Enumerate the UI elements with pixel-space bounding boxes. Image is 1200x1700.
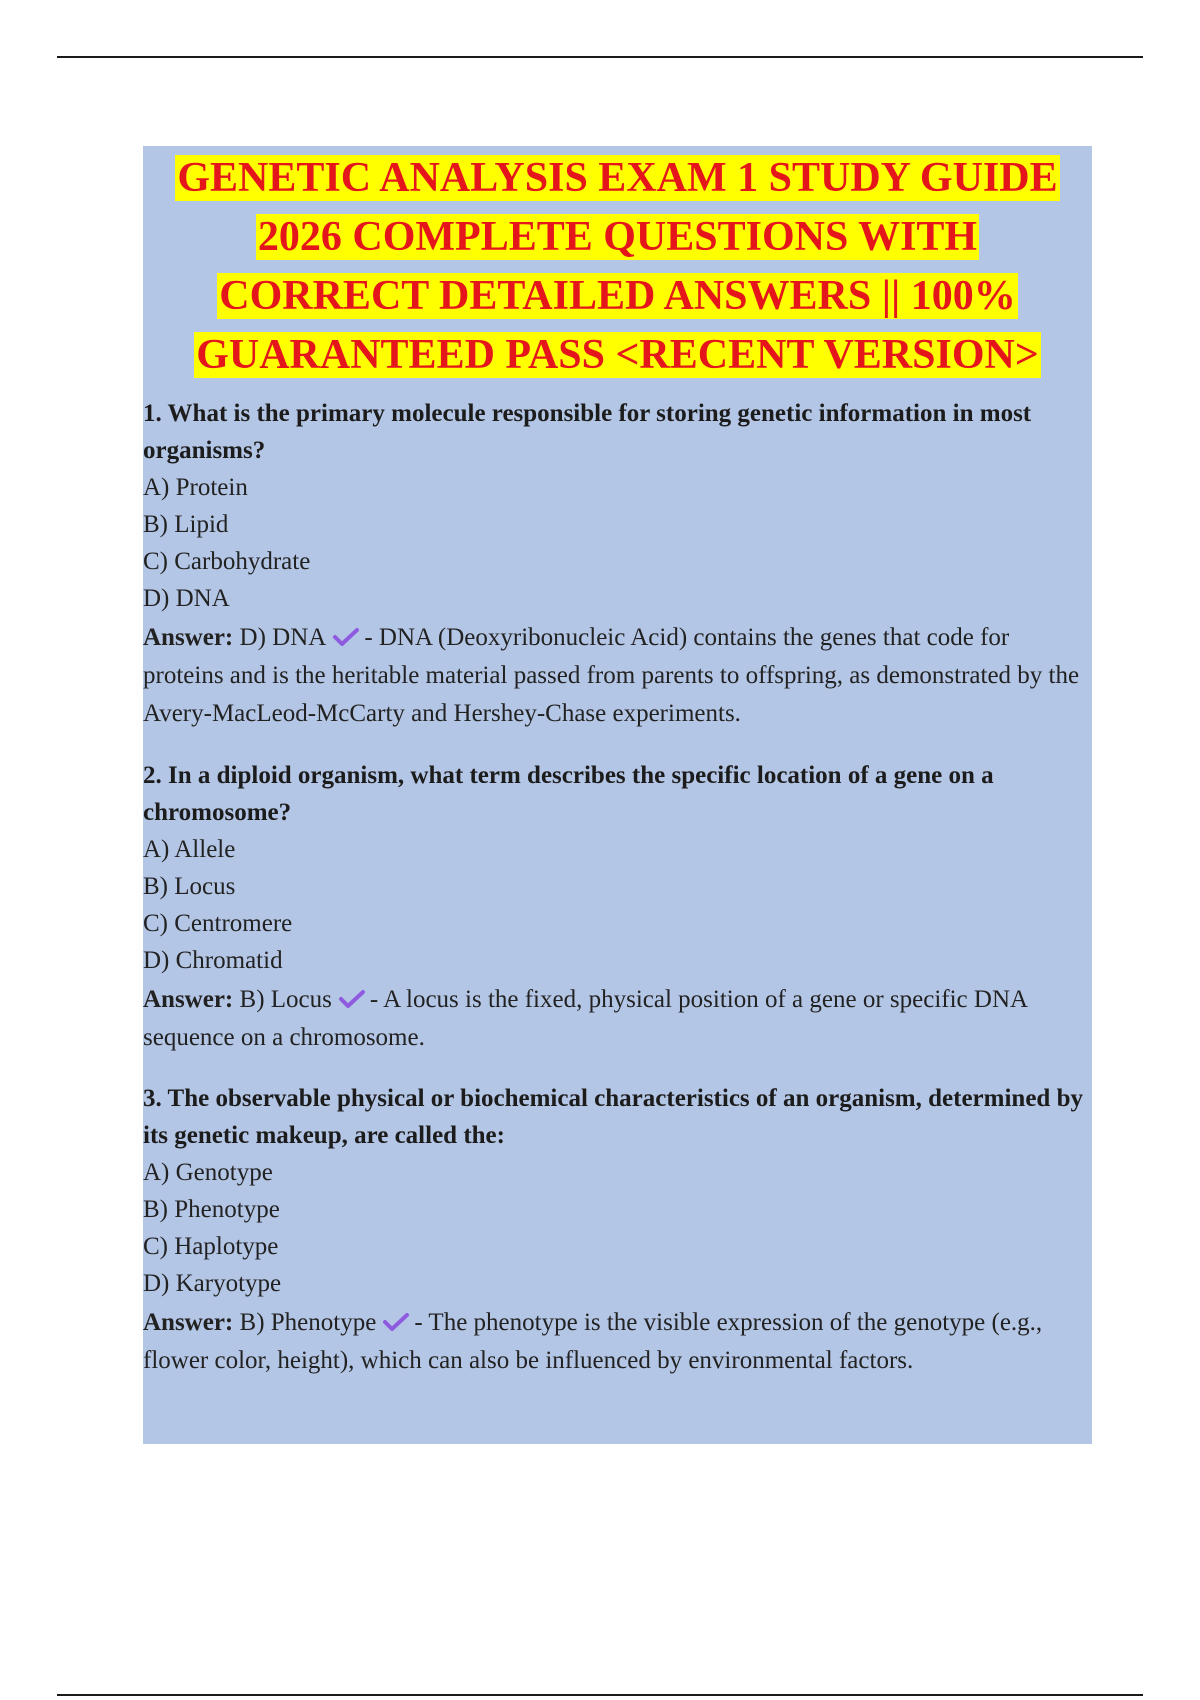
title-line-2: 2026 COMPLETE QUESTIONS WITH — [257, 214, 978, 260]
question-block-3 — [143, 1080, 1092, 1380]
title-line-1: GENETIC ANALYSIS EXAM 1 STUDY GUIDE — [177, 155, 1058, 201]
check-icon — [382, 1312, 410, 1332]
answer-label: Answer: — [143, 986, 234, 1013]
question-block-1 — [143, 395, 1092, 733]
answer-explanation: - DNA (Deoxyribonucleic Acid) contains the genes that code for proteins and is the heritable material passed from parents to offspring, as demonstrated by the Avery-MacLeod-McCarty and Hershey-Chase experiments. — [143, 624, 1080, 727]
answer — [143, 1304, 1092, 1380]
answer — [143, 981, 1092, 1057]
answer-explanation: - A locus is the fixed, physical position of a gene or specific DNA sequence on a chromosome. — [143, 986, 1027, 1051]
bottom-rule — [57, 1694, 1143, 1696]
answer — [143, 619, 1092, 733]
option-c: C) Haplotype — [143, 1233, 279, 1260]
question-block-2 — [143, 757, 1092, 1057]
answer-choice: D) DNA — [239, 624, 327, 651]
answer-choice: B) Phenotype — [239, 1309, 377, 1336]
answer-label: Answer: — [143, 624, 234, 651]
option-c: C) Carbohydrate — [143, 548, 311, 575]
option-d: D) DNA — [143, 585, 230, 612]
option-c: C) Centromere — [143, 910, 293, 937]
option-a: A) Protein — [143, 474, 248, 501]
option-b: B) Locus — [143, 873, 236, 900]
option-a: A) Allele — [143, 836, 236, 863]
document-title — [143, 146, 1092, 385]
option-b: B) Lipid — [143, 511, 229, 538]
study-guide-panel — [143, 146, 1092, 1444]
title-line-3: CORRECT DETAILED ANSWERS || 100% — [219, 273, 1016, 319]
option-d: D) Karyotype — [143, 1270, 282, 1297]
answer-choice: B) Locus — [239, 986, 332, 1013]
answer-explanation: - The phenotype is the visible expression of the genotype (e.g., flower color, height), which can also be influenced by environmental factors. — [143, 1309, 1043, 1374]
answer-label: Answer: — [143, 1309, 234, 1336]
check-icon — [338, 989, 366, 1009]
option-d: D) Chromatid — [143, 947, 283, 974]
option-a: A) Genotype — [143, 1159, 273, 1186]
question-text: 2. In a diploid organism, what term describes the specific location of a gene on a chromosome? — [143, 762, 994, 826]
check-icon — [332, 627, 360, 647]
top-rule — [57, 56, 1143, 58]
option-b: B) Phenotype — [143, 1196, 280, 1223]
question-text: 3. The observable physical or biochemical characteristics of an organism, determined by its genetic makeup, are called the: — [143, 1085, 1083, 1149]
title-line-4: GUARANTEED PASS <RECENT VERSION> — [196, 332, 1039, 378]
question-text: 1. What is the primary molecule responsible for storing genetic information in most organisms? — [143, 400, 1032, 464]
